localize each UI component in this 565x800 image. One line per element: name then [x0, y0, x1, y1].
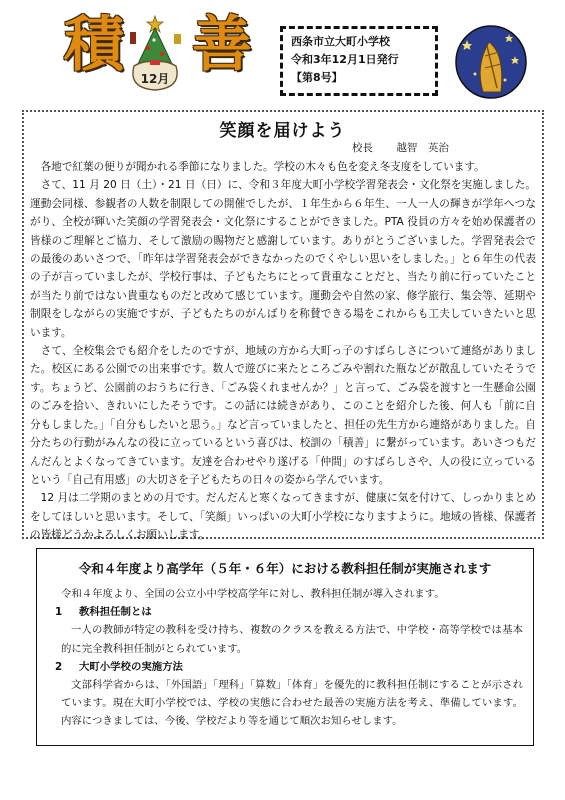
- section-heading-text: 大町小学校の実施方法: [79, 660, 183, 673]
- section-heading-text: 教科担任制とは: [79, 606, 152, 619]
- notice-box: [36, 548, 534, 746]
- author-name: 越智 英治: [396, 142, 449, 154]
- title-char-zen: 善: [192, 10, 252, 80]
- school-emblem-icon: [453, 22, 529, 100]
- section-number: 2: [55, 660, 63, 673]
- issue-info-box: [280, 26, 438, 96]
- masthead: [0, 0, 565, 110]
- issue-date: 令和3年12月1日発行: [291, 53, 399, 66]
- article-author: [352, 140, 469, 155]
- notice-section-heading: [51, 658, 523, 676]
- notice-section-text: 文部科学省からは、「外国語」「理科」「算数」「体育」を優先的に教科担任制にすることが示されています。現在大町小学校では、学校の実態に合わせた最善の実施方法を考え、準備しています。内容につきましては、今後、学校だより等を通じて順次お知らせします。: [61, 679, 523, 728]
- article-paragraph: さて、全校集会でも紹介をしたのですが、地域の方から大町っ子のすばらしさについて連絡がありました。校区にある公園での出来事です。数人で遊びに来たところごみや割れた瓶などが散乱していたそうです。ちょうど、公園前のおうちに行き、「ごみ袋くれませんか？」と言って、ごみ袋を渡すと一生懸命公園のごみを拾い、きれいにしたそうです。この話には続きがあり、このことを紹介した後、何人も「前に自分もしました。」「自分もしたいと思う。」など言っていましたと、担任の先生方から連絡がありました。自分たちの行動がみんなの役に立っているという喜びは、校訓の「積善」に繋がっています。あいさつもだんだんとよくなってきています。友達を合わせやり遂げる「仲間」のすばらしさや、人の役に立っているという「自己有用感」の大切さを子どもたちの日々の姿から学んでいます。: [30, 345, 536, 486]
- section-number: 1: [55, 606, 63, 619]
- article-body: [30, 158, 536, 545]
- issue-number: 【第8号】: [291, 71, 343, 84]
- notice-section-text: 一人の教師が特定の教科を受け持ち、複数のクラスを教える方法で、中学校・高等学校では基本的に完全教科担任制がとられています。: [61, 624, 523, 655]
- notice-intro: 令和４年度より、全国の公立小中学校高学年に対し、教科担任制が導入されます。: [61, 588, 445, 600]
- article-headline: 笑顔を届けよう: [219, 121, 346, 141]
- title-char-seki: 積: [64, 10, 124, 80]
- school-name: 西条市立大町小学校: [291, 35, 390, 48]
- notice-section-heading: [51, 603, 523, 621]
- article-paragraph: さて、11 月 20 日（土）・21 日（日）に、令和３年度大町小学校学習発表会・文化祭を実施しました。運動会同様、参観者の人数を制限しての開催でしたが、１年生から６年生、一人一人の輝きが学年へつながり、全校が輝いた笑顔の学習発表会・文化祭にすることができました。PTA 役員の方々を始め保護者の皆様のご理解とご協力、そして激励の賜物だと感謝しています。ありがとうございました。学習発表会での最後のあいさつで、「昨年は学習発表会ができなかったのでくやしい思いをしました。」と６年生の代表の子が言っていましたが、学校行事は、子どもたちにとって貴重なことだと、当たり前に行っていたことが当たり前ではない貴重なものだと改めて感じています。運動会や自然の家、修学旅行、集会等、延期や制限をしながらの実施ですが、子どもたちのがんばりを称賛できる場をこれからも工夫していきたいと思います。: [30, 179, 536, 339]
- article-paragraph: 12 月は二学期のまとめの月です。だんだんと寒くなってきますが、健康に気を付けて、しっかりまとめをしてほしいと思います。そして、「笑顔」いっぱいの大町小学校になりますように。地域の皆様、保護者の皆様どうかよろしくお願いします。: [30, 492, 536, 542]
- notice-title: 令和４年度より高学年（５年・６年）における教科担任制が実施されます: [78, 561, 492, 576]
- author-role: 校長: [352, 142, 373, 154]
- article-paragraph: 各地で紅葉の便りが聞かれる季節になりました。学校の木々も色を変え冬支度をしています。: [40, 161, 485, 173]
- notice-body: [51, 585, 523, 731]
- month-badge: 12月: [140, 72, 170, 86]
